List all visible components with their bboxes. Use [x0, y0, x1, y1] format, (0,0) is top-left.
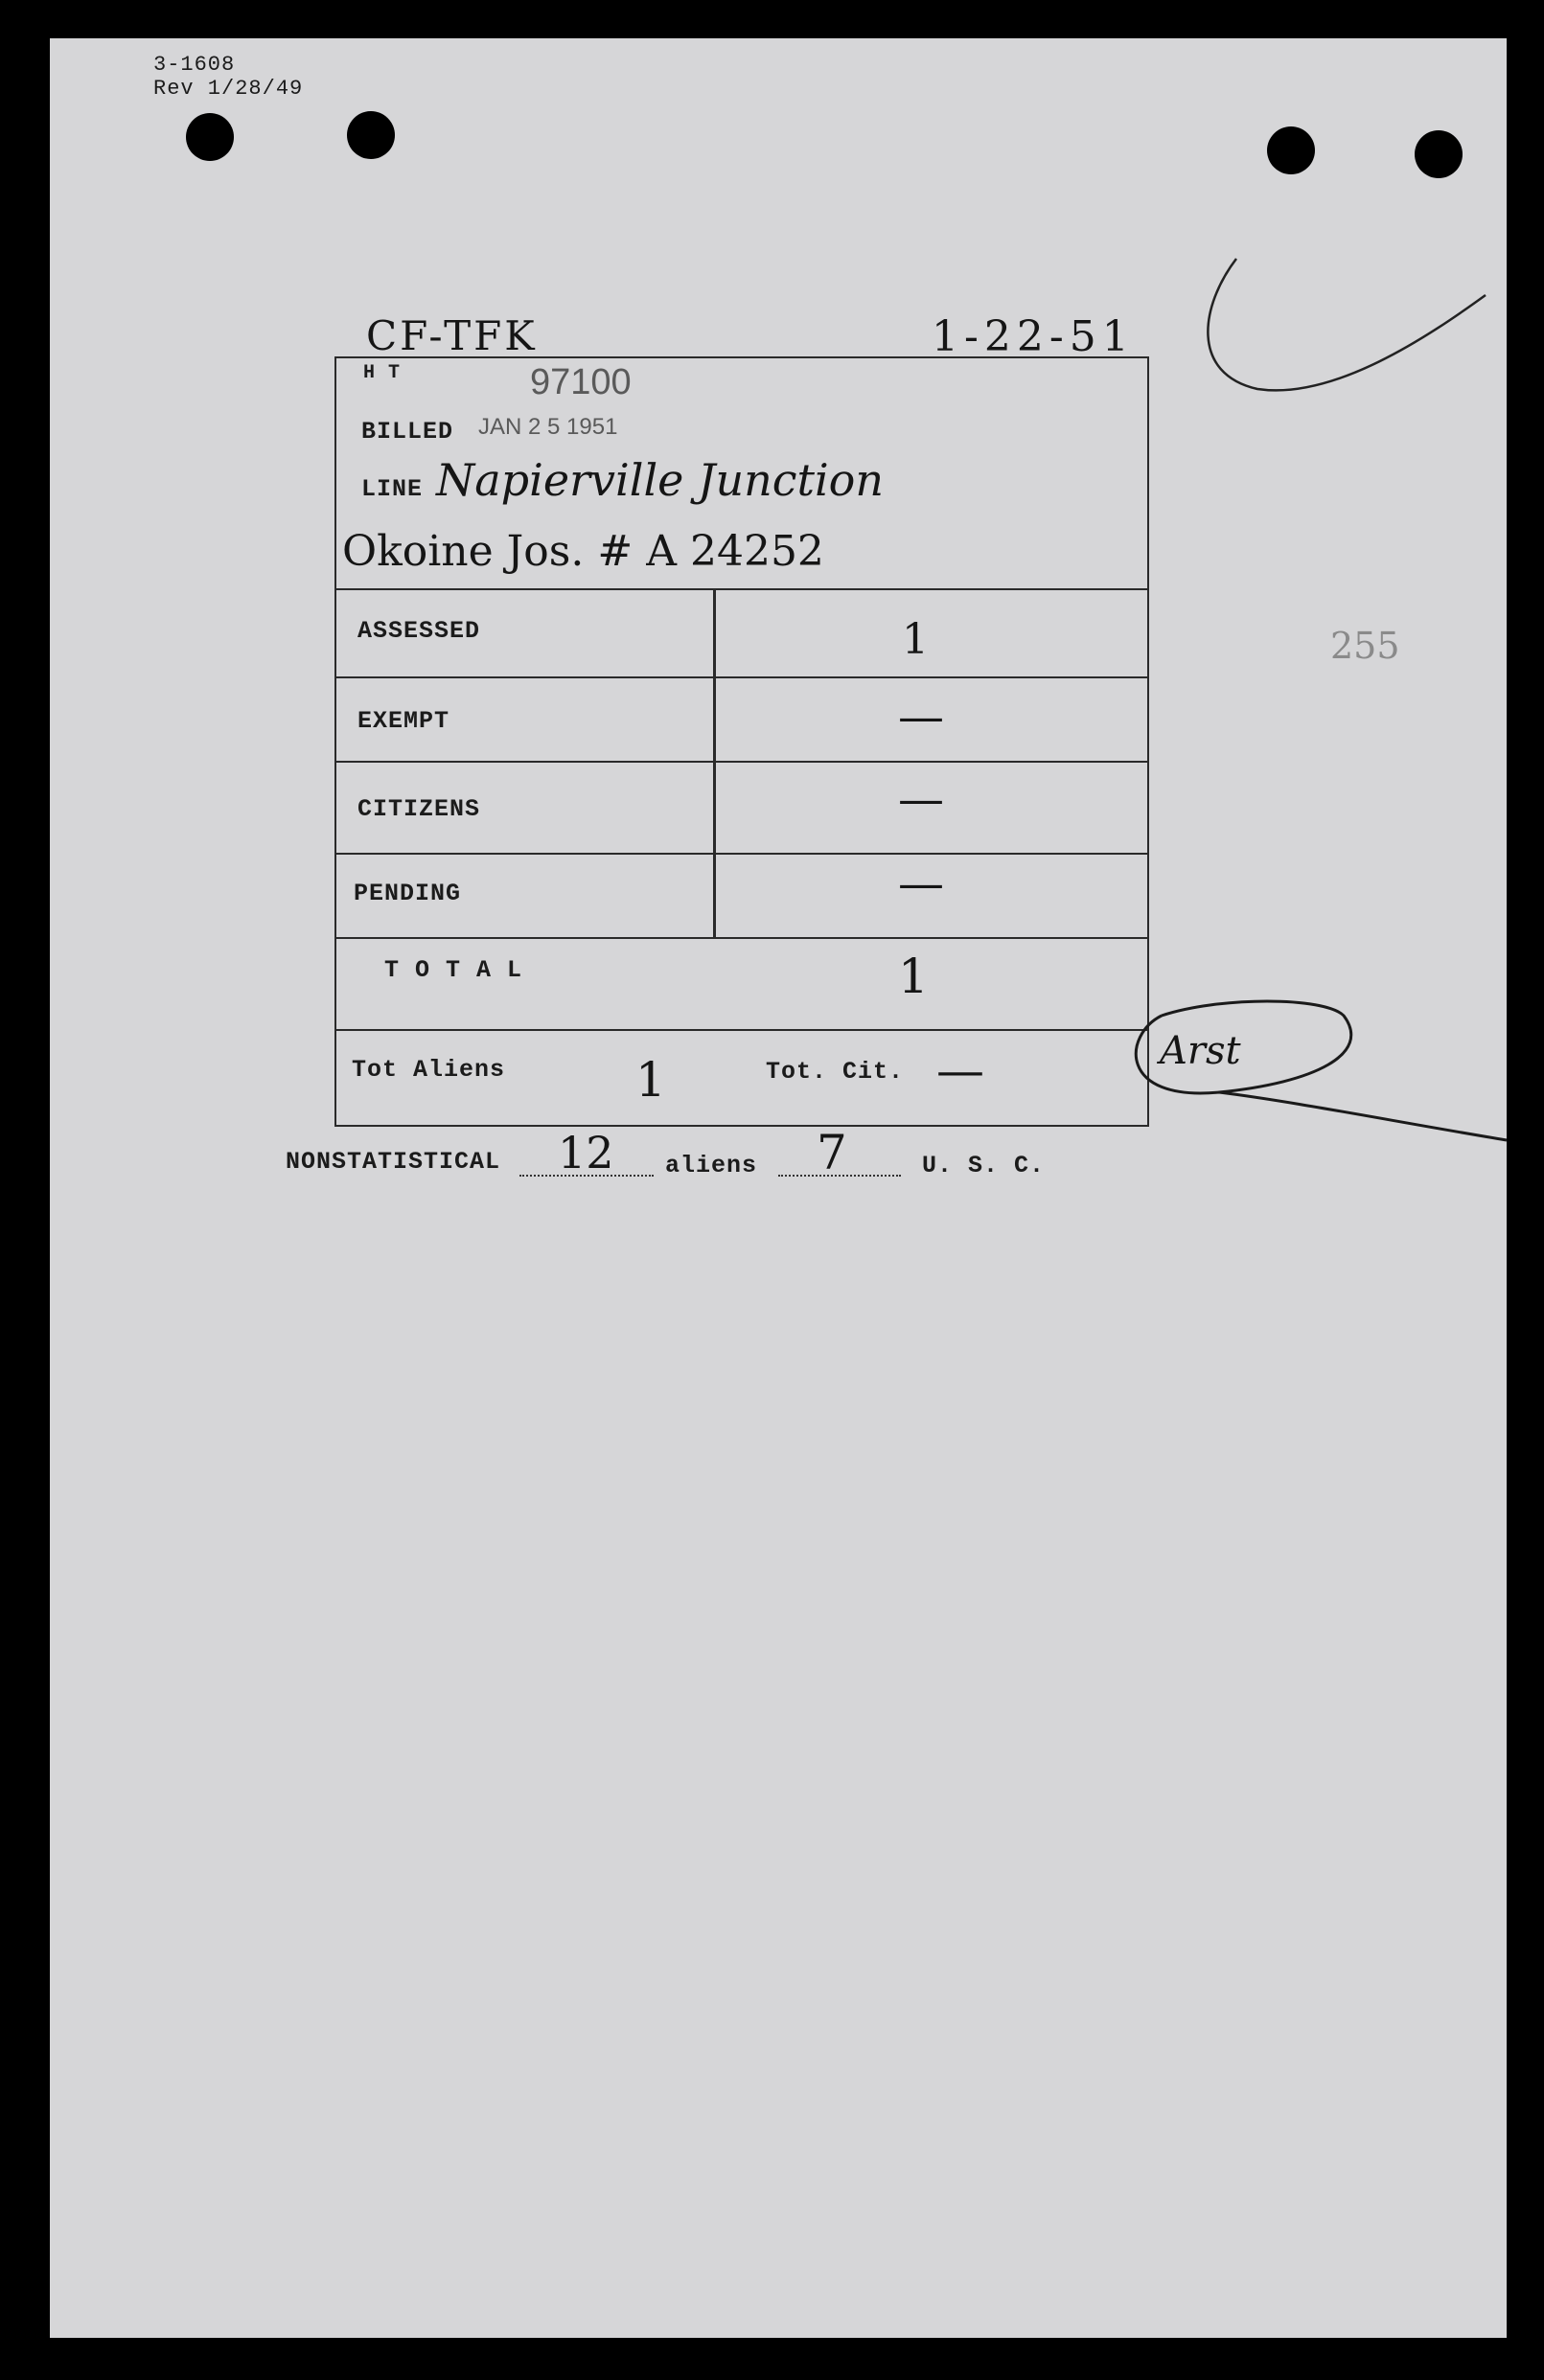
tot-cit-label: Tot. Cit. — [766, 1058, 905, 1086]
line-label: LINE — [361, 475, 424, 503]
divider — [336, 588, 1147, 590]
billed-label: BILLED — [361, 418, 454, 446]
total-label: T O T A L — [384, 956, 523, 984]
pending-value: — — [898, 857, 944, 910]
pending-label: PENDING — [354, 880, 462, 907]
citizens-value: — — [898, 772, 944, 826]
divider — [336, 1029, 1147, 1031]
billed-date-stamp: JAN 2 5 1951 — [478, 414, 618, 440]
nonstatistical-usc-count: 7 — [817, 1125, 847, 1180]
signature-flourish-icon — [1104, 996, 1526, 1188]
punch-hole-icon — [347, 111, 395, 159]
nonstatistical-usc-label: U. S. C. — [922, 1152, 1046, 1179]
divider — [336, 853, 1147, 855]
tally-form — [334, 356, 1149, 1127]
column-divider — [713, 588, 716, 937]
handwritten-date: 1-22-51 — [932, 312, 1135, 361]
passenger-name-handwritten: Okoine Jos. # A 24252 — [342, 527, 824, 576]
nonstatistical-aliens-label: aliens — [665, 1152, 758, 1179]
nonstatistical-label: NONSTATISTICAL — [286, 1148, 501, 1176]
assessed-label: ASSESSED — [357, 617, 481, 645]
pen-stroke-icon — [1181, 220, 1507, 412]
divider — [336, 761, 1147, 763]
exempt-value: — — [898, 690, 944, 744]
tot-aliens-value: 1 — [635, 1052, 666, 1108]
form-number: 3-1608 — [153, 53, 236, 77]
line-handwritten: Napierville Junction — [436, 454, 884, 506]
punch-hole-icon — [186, 113, 234, 161]
tot-aliens-label: Tot Aliens — [352, 1056, 506, 1084]
signature: Arst — [1160, 1029, 1241, 1073]
nonstatistical-aliens-count: 12 — [558, 1127, 614, 1179]
divider — [336, 937, 1147, 939]
exempt-label: EXEMPT — [357, 707, 450, 735]
page-number-stamp: 255 — [1330, 625, 1400, 667]
handwritten-code: CF-TFK — [366, 312, 538, 359]
divider — [336, 676, 1147, 678]
total-value: 1 — [898, 949, 929, 1004]
punch-hole-icon — [1415, 130, 1463, 178]
form-revision: Rev 1/28/49 — [153, 77, 304, 101]
document-page — [50, 38, 1507, 2338]
assessed-value: 1 — [902, 615, 929, 664]
ht-number-stamp: 97100 — [530, 362, 632, 402]
punch-hole-icon — [1267, 126, 1315, 174]
ht-label: H T — [363, 362, 402, 384]
tot-cit-value: — — [936, 1042, 984, 1098]
citizens-label: CITIZENS — [357, 795, 481, 823]
